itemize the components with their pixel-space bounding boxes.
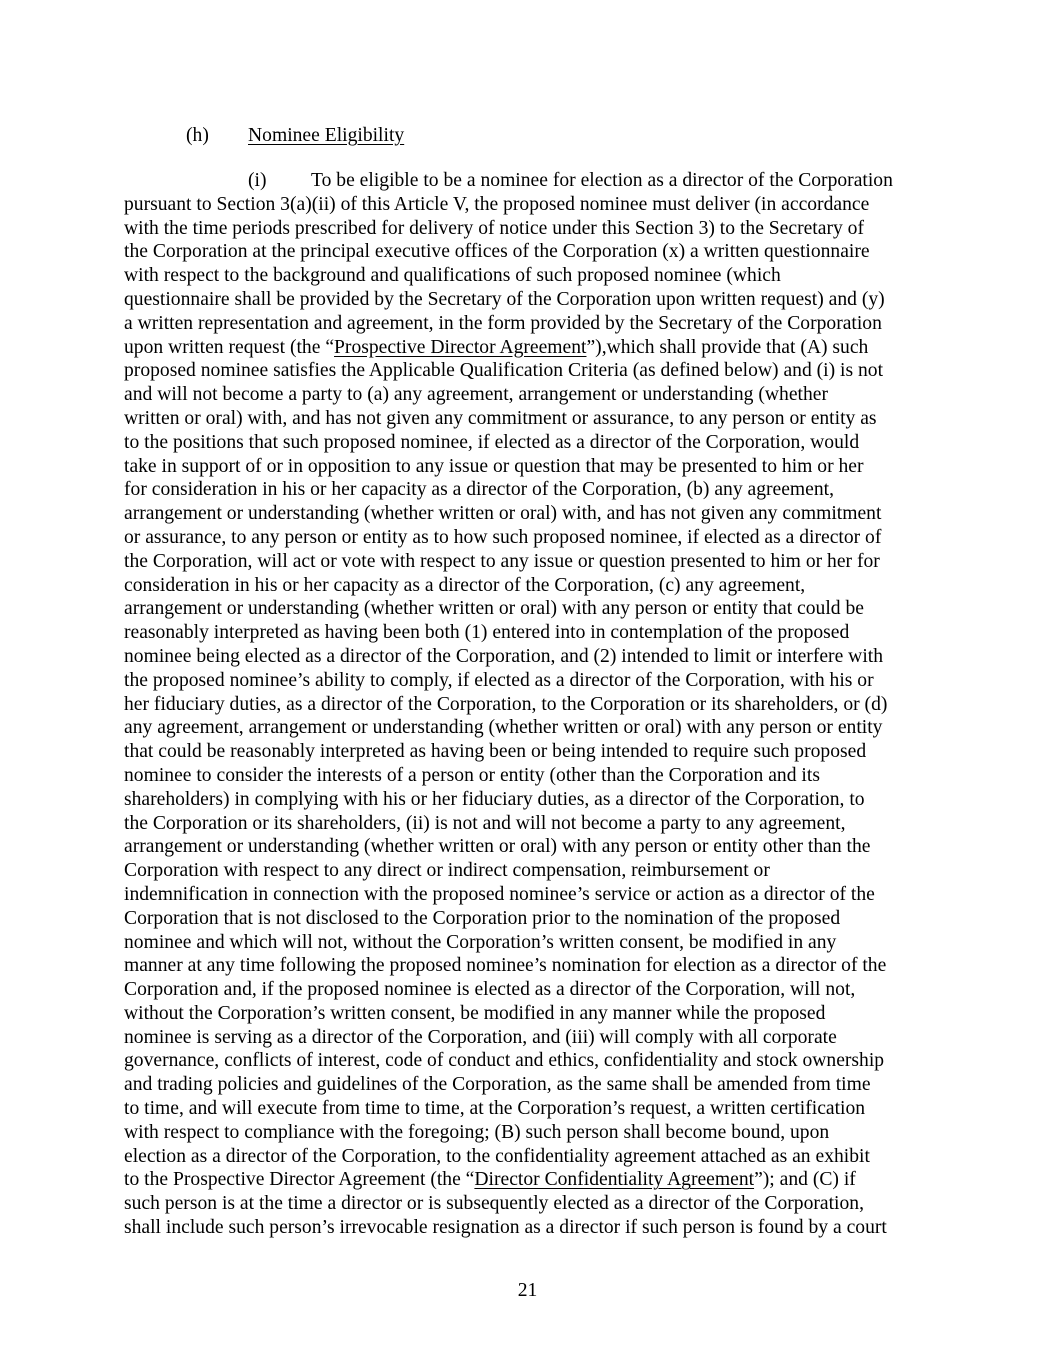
paragraph-line: such person is at the time a director or is subsequently elected as a director of the Corporation, (124, 1193, 864, 1215)
paragraph-line: election as a director of the Corporation, to the confidentiality agreement attached as an exhibit (124, 1145, 870, 1167)
paragraph-line: proposed nominee satisfies the Applicable Qualification Criteria (as defined below) and (i) is not (124, 360, 884, 382)
paragraph-line: arrangement or understanding (whether written or oral) with any person or entity that could be (124, 598, 864, 620)
paragraph-line: with the time periods prescribed for delivery of notice under this Section 3) to the Secretary of (124, 217, 864, 239)
paragraph-line: questionnaire shall be provided by the Secretary of the Corporation upon written request) and (y) (124, 288, 885, 310)
paragraph-line: arrangement or understanding (whether written or oral) with any person or entity other than the (124, 836, 871, 858)
paragraph-line: shareholders) in complying with his or her fiduciary duties, as a director of the Corporation, to (124, 788, 865, 810)
line-text-after: ”); and (C) if (754, 1169, 856, 1191)
defined-term-prospective-director-agreement: Prospective Director Agreement (334, 336, 587, 358)
section-number: (h) (186, 125, 209, 146)
section-title: Nominee Eligibility (248, 125, 405, 146)
paragraph-line (124, 169, 934, 193)
paragraph-line: the Corporation at the principal executive offices of the Corporation (x) a written questionnaire (124, 241, 870, 263)
paragraph-line: without the Corporation’s written consent, be modified in any manner while the proposed (124, 1002, 826, 1024)
paragraph-line: nominee is serving as a director of the Corporation, and (iii) will comply with all corporate (124, 1026, 837, 1048)
paragraph-line: governance, conflicts of interest, code of conduct and ethics, confidentiality and stock ownership (124, 1050, 885, 1072)
paragraph-body (124, 169, 934, 1240)
paragraph-line: Corporation with respect to any direct or indirect compensation, reimbursement or (124, 860, 770, 882)
paragraph-line: her fiduciary duties, as a director of the Corporation, to the Corporation or its shareholders, or (d) (124, 693, 888, 715)
paragraph-line-text: To be eligible to be a nominee for election as a director of the Corporation (311, 170, 893, 191)
paragraph-line: with respect to the background and qualifications of such proposed nominee (which (124, 265, 781, 287)
paragraph-line: nominee and which will not, without the Corporation’s written consent, be modified in any (124, 931, 837, 953)
paragraph-line: and trading policies and guidelines of the Corporation, as the same shall be amended from time (124, 1074, 871, 1096)
line-text-before: upon written request (the “ (124, 336, 335, 358)
paragraph-line: indemnification in connection with the proposed nominee’s service or action as a director of the (124, 883, 875, 905)
paragraph-line: the Corporation, will act or vote with respect to any issue or question presented to him or her for (124, 550, 880, 572)
line-text-before: to the Prospective Director Agreement (the “ (124, 1169, 475, 1191)
paragraph-line: or assurance, to any person or entity as to how such proposed nominee, if elected as a director of (124, 526, 882, 548)
line-text-after: ”),which shall provide that (A) such (586, 336, 869, 358)
paragraph-line: and will not become a party to (a) any agreement, arrangement or understanding (whether (124, 384, 829, 406)
paragraph-line: a written representation and agreement, in the form provided by the Secretary of the Corporation (124, 312, 882, 334)
paragraph-line: for consideration in his or her capacity as a director of the Corporation, (b) any agreement, (124, 479, 835, 501)
defined-term-director-confidentiality-agreement: Director Confidentiality Agreement (474, 1169, 755, 1191)
paragraph-number: (i) (248, 170, 267, 191)
paragraph-line-defined-term (124, 1168, 934, 1192)
paragraph-line-defined-term (124, 336, 934, 360)
page-number: 21 (517, 1280, 538, 1301)
paragraph-line: pursuant to Section 3(a)(ii) of this Article V, the proposed nominee must deliver (in accordance (124, 193, 870, 215)
paragraph-line: shall include such person’s irrevocable resignation as a director if such person is found by a court (124, 1217, 887, 1239)
paragraph-line: any agreement, arrangement or understanding (whether written or oral) with any person or entity (124, 717, 883, 739)
paragraph-line: Corporation that is not disclosed to the Corporation prior to the nomination of the proposed (124, 907, 841, 929)
paragraph-line: reasonably interpreted as having been both (1) entered into in contemplation of the proposed (124, 622, 850, 644)
paragraph-line: to time, and will execute from time to time, at the Corporation’s request, a written certification (124, 1098, 866, 1120)
paragraph-line: written or oral) with, and has not given any commitment or assurance, to any person or entity as (124, 407, 877, 429)
paragraph-line: manner at any time following the proposed nominee’s nomination for election as a director of the (124, 955, 887, 977)
paragraph-line: to the positions that such proposed nominee, if elected as a director of the Corporation, would (124, 431, 860, 453)
paragraph-line: consideration in his or her capacity as a director of the Corporation, (c) any agreement, (124, 574, 806, 596)
paragraph-line: that could be reasonably interpreted as having been or being intended to require such proposed (124, 741, 867, 763)
paragraph-line: arrangement or understanding (whether written or oral) with, and has not given any commitment (124, 503, 882, 525)
paragraph-line: nominee to consider the interests of a person or entity (other than the Corporation and its (124, 764, 820, 786)
paragraph-line: nominee being elected as a director of the Corporation, and (2) intended to limit or interfere with (124, 645, 883, 667)
section-heading (186, 124, 404, 148)
paragraph-line: the proposed nominee’s ability to comply, if elected as a director of the Corporation, with his or (124, 669, 874, 691)
paragraph-line: take in support of or in opposition to any issue or question that may be presented to him or her (124, 455, 864, 477)
paragraph-line: Corporation and, if the proposed nominee is elected as a director of the Corporation, will not, (124, 979, 856, 1001)
paragraph-line: the Corporation or its shareholders, (ii) is not and will not become a party to any agreement, (124, 812, 846, 834)
paragraph-line: with respect to compliance with the foregoing; (B) such person shall become bound, upon (124, 1121, 830, 1143)
